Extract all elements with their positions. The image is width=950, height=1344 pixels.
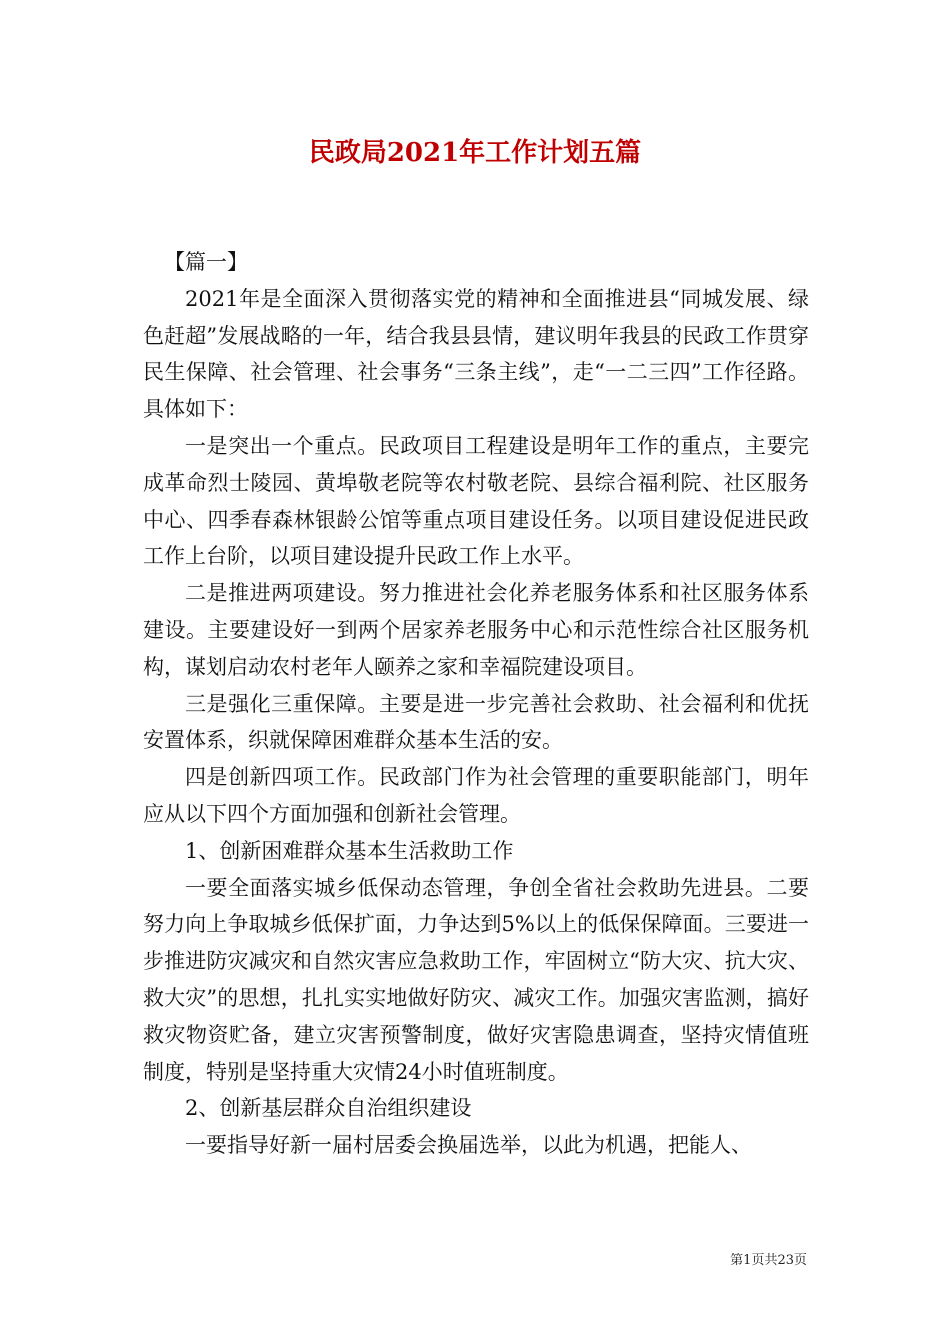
body-paragraph: 一是突出一个重点。民政项目工程建设是明年工作的重点，主要完成革命烈士陵园、黄埠敬老院等农村敬老院、县综合福利院、社区服务中心、四季春森林银龄公馆等重点项目建设任务。以项目建设促进民政工作上台阶，以项目建设提升民政工作上水平。 bbox=[143, 433, 809, 569]
body-paragraph: 2021年是全面深入贯彻落实党的精神和全面推进县“同城发展、绿色赶超”发展战略的一年，结合我县县情，建议明年我县的民政工作贯穿民生保障、社会管理、社会事务“三条主线”，走“一二三四”工作径路。具体如下： bbox=[143, 286, 809, 422]
body-paragraph: 四是创新四项工作。民政部门作为社会管理的重要职能部门，明年应从以下四个方面加强和创新社会管理。 bbox=[143, 765, 809, 826]
page-number: 第1页共23页 bbox=[730, 1253, 807, 1268]
body-paragraph: 二是推进两项建设。努力推进社会化养老服务体系和社区服务体系建设。主要建设好一到两个居家养老服务中心和示范性综合社区服务机构，谋划启动农村老年人颐养之家和幸福院建设项目。 bbox=[143, 581, 809, 679]
section-heading: 【篇一】 bbox=[164, 250, 248, 274]
document-body bbox=[143, 244, 809, 1164]
body-paragraph: 一要指导好新一届村居委会换届选举，以此为机遇，把能人、 bbox=[185, 1133, 752, 1158]
subsection-heading: 1、创新困难群众基本生活救助工作 bbox=[185, 838, 514, 863]
document-title: 民政局2021年工作计划五篇 bbox=[308, 138, 642, 168]
body-paragraph: 三是强化三重保障。主要是进一步完善社会救助、社会福利和优抚安置体系，织就保障困难群众基本生活的安。 bbox=[143, 691, 809, 753]
body-paragraph: 一要全面落实城乡低保动态管理，争创全省社会救助先进县。二要努力向上争取城乡低保扩面，力争达到5%以上的低保保障面。三要进一步推进防灾减灾和自然灾害应急救助工作，牢固树立“防大灾、抗大灾、救大灾”的思想，扎扎实实地做好防灾、减灾工作。加强灾害监测，搞好救灾物资贮备，建立灾害预警制度，做好灾害隐患调查，坚持灾情值班制度，特别是坚持重大灾情24小时值班制度。 bbox=[143, 875, 809, 1084]
subsection-heading: 2、创新基层群众自治组织建设 bbox=[185, 1096, 472, 1121]
